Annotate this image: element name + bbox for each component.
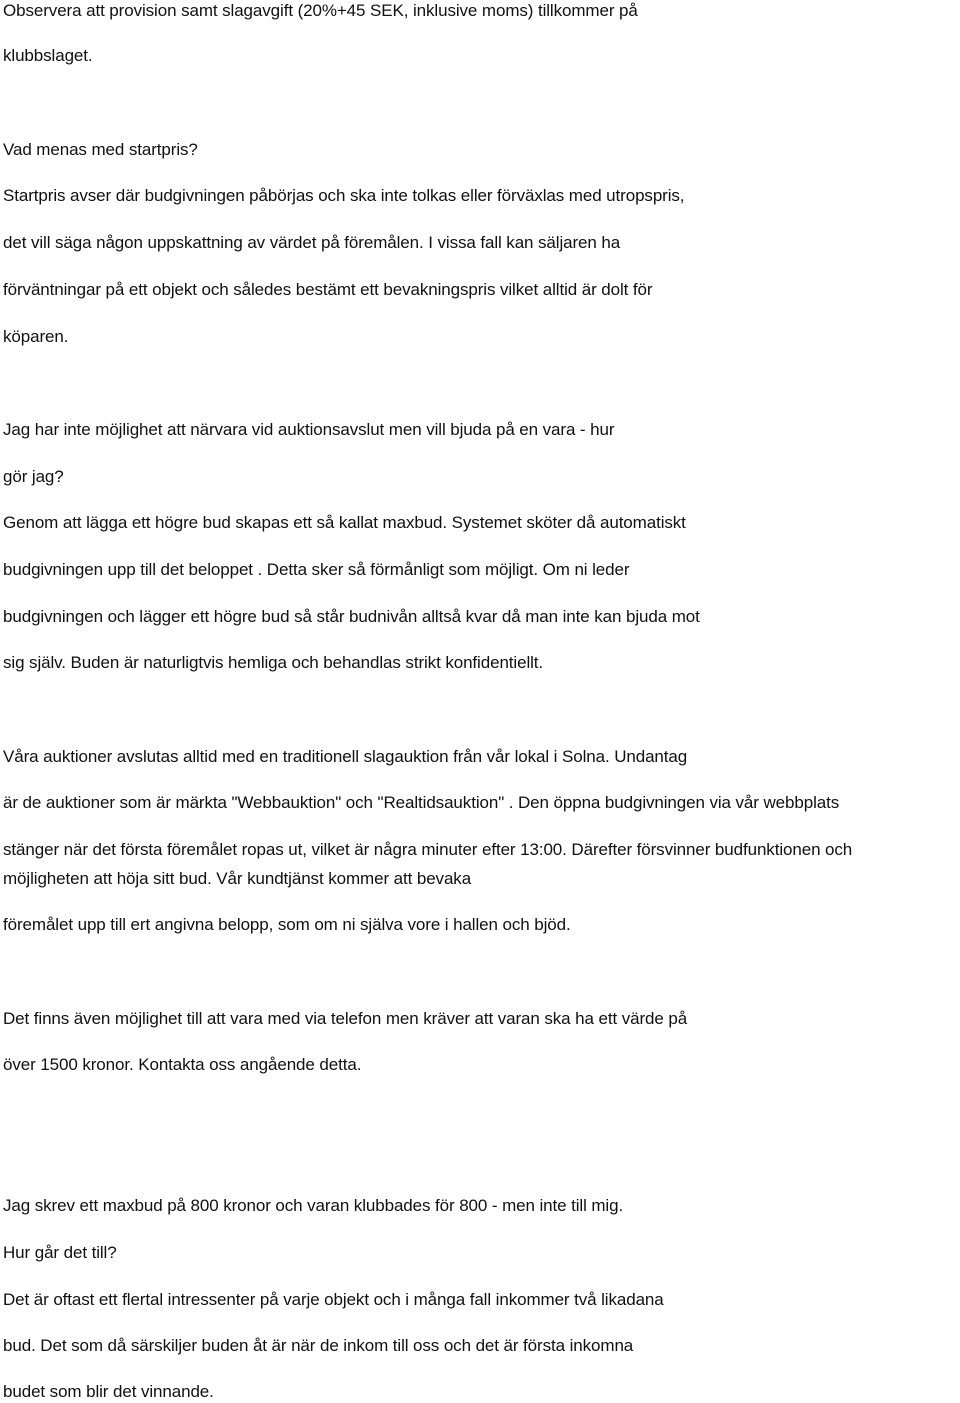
text-line: Det finns även möjlighet till att vara med via telefon men kräver att varan ska ha ett värde på bbox=[3, 1009, 688, 1028]
text-line: Genom att lägga ett högre bud skapas ett så kallat maxbud. Systemet sköter då automatiskt bbox=[3, 513, 686, 532]
text-line: Observera att provision samt slagavgift (20%+45 SEK, inklusive moms) tillkommer på bbox=[3, 1, 638, 20]
text-line: budgivningen och lägger ett högre bud så står budnivån alltså kvar då man inte kan bjuda mot bbox=[3, 607, 700, 626]
text-line: bud. Det som då särskiljer buden åt är när de inkom till oss och det är första inkomna bbox=[3, 1336, 634, 1355]
text-line: budgivningen upp till det beloppet . Detta sker så förmånligt som möjligt. Om ni leder bbox=[3, 560, 630, 579]
question-heading: gör jag? bbox=[3, 467, 64, 486]
text-line: föremålet upp till ert angivna belopp, som om ni själva vore i hallen och bjöd. bbox=[3, 915, 571, 934]
text-line: köparen. bbox=[3, 327, 69, 346]
text-line: det vill säga någon uppskattning av värdet på föremålen. I vissa fall kan säljaren ha bbox=[3, 233, 621, 252]
text-line: möjligheten att höja sitt bud. Vår kundtjänst kommer att bevaka bbox=[3, 869, 472, 888]
text-line: förväntningar på ett objekt och således bestämt ett bevakningspris vilket alltid är dolt för bbox=[3, 280, 653, 299]
text-line: budet som blir det vinnande. bbox=[3, 1382, 214, 1401]
text-line: klubbslaget. bbox=[3, 46, 93, 65]
question-heading: Vad menas med startpris? bbox=[3, 140, 198, 159]
text-line: stänger när det första föremålet ropas ut, vilket är några minuter efter 13:00. Därefter försvinner budfunktionen och bbox=[3, 840, 853, 859]
text-line: Startpris avser där budgivningen påbörjas och ska inte tolkas eller förväxlas med utropspris, bbox=[3, 186, 685, 205]
text-line: Det är oftast ett flertal intressenter på varje objekt och i många fall inkommer två likadana bbox=[3, 1290, 664, 1309]
question-heading: Jag har inte möjlighet att närvara vid auktionsavslut men vill bjuda på en vara - hur bbox=[3, 420, 615, 439]
text-line: är de auktioner som är märkta "Webbauktion" och "Realtidsauktion" . Den öppna budgivningen via vår webbplats bbox=[3, 793, 840, 812]
question-heading: Hur går det till? bbox=[3, 1243, 117, 1262]
text-line: över 1500 kronor. Kontakta oss angående detta. bbox=[3, 1055, 362, 1074]
question-heading: Jag skrev ett maxbud på 800 kronor och varan klubbades för 800 - men inte till mig. bbox=[3, 1196, 624, 1215]
text-line: sig själv. Buden är naturligtvis hemliga och behandlas strikt konfidentiellt. bbox=[3, 653, 544, 672]
text-line: Våra auktioner avslutas alltid med en traditionell slagauktion från vår lokal i Solna. Undantag bbox=[3, 747, 688, 766]
